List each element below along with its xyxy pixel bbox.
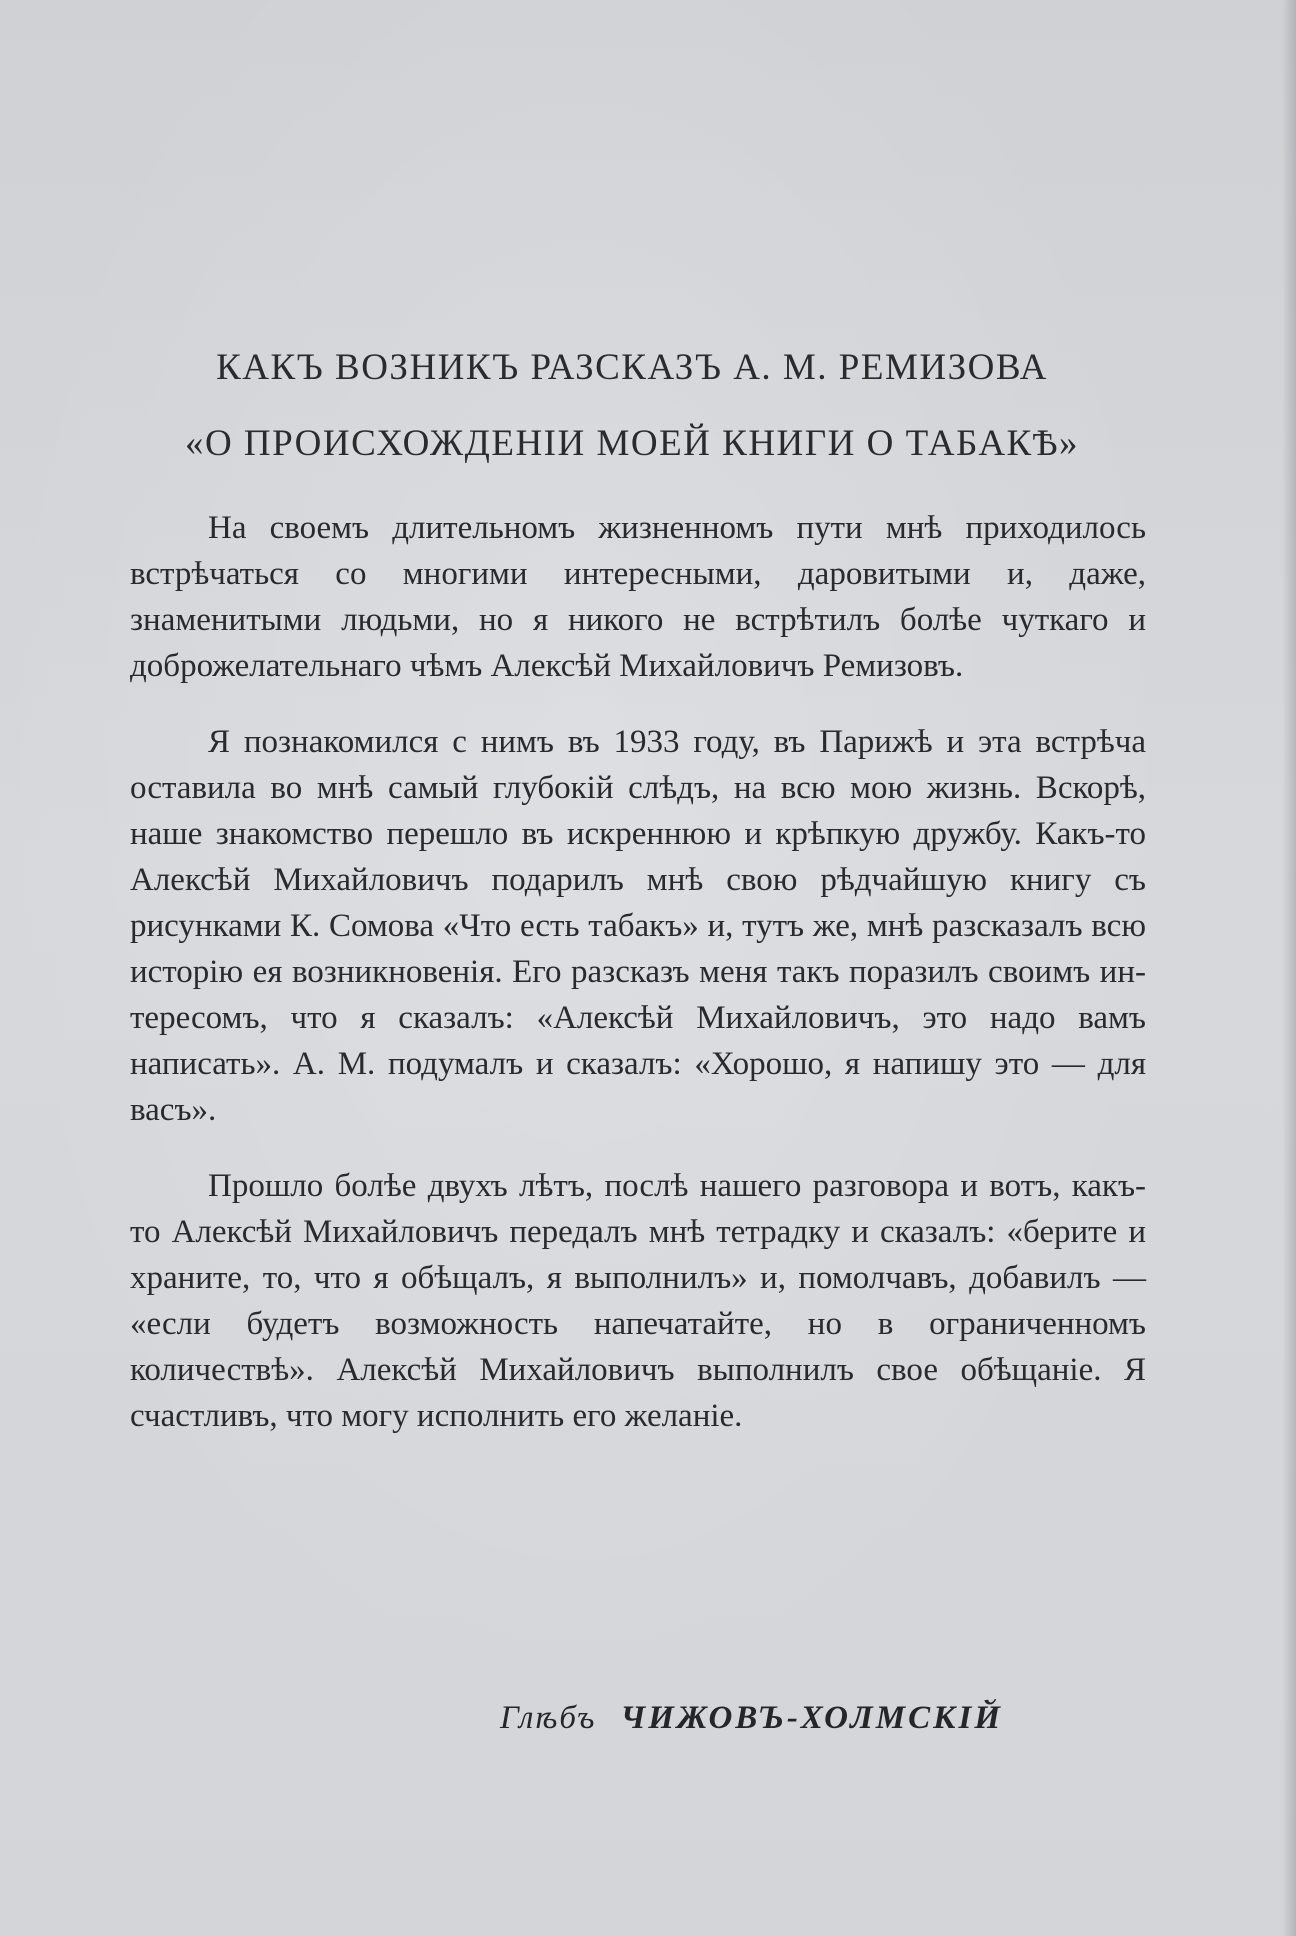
- title-line-2: «О ПРОИСХОЖДЕНІИ МОЕЙ КНИГИ О ТАБАКѢ»: [184, 423, 1080, 464]
- signature-last-name: ЧИЖОВЪ-ХОЛМСКІЙ: [620, 1700, 1004, 1736]
- page-edge-shadow: [1282, 0, 1296, 1936]
- author-signature: [500, 1700, 1120, 1737]
- page-title: [0, 330, 1264, 482]
- body-text: [130, 505, 1146, 1469]
- paragraph-1: На своемъ длительномъ жизненномъ пути мнѣ приходилось встрѣчаться со многими интересными, даровитыми и, даже, знаменитыми людьми, но я никого не встрѣтилъ болѣе чуткаго и доброжелательнаго чѣмъ Алексѣй Михайловичъ Ремизовъ.: [130, 510, 1146, 684]
- signature-first-name: Глѣбъ: [500, 1700, 597, 1736]
- title-line-1: КАКЪ ВОЗНИКЪ РАЗСКАЗЪ А. М. РЕМИЗОВА: [216, 347, 1048, 388]
- paragraph-3: Прошло болѣе двухъ лѣтъ, послѣ нашего разговора и вотъ, какъ-то Алексѣй Михайловичъ передалъ мнѣ тетрадку и сказалъ: «берите и храните, то, что я обѣщалъ, я выполнилъ» и, помолчавъ, добавилъ — «если будетъ возможность напечатайте, но в ограниченномъ количествѣ». Алексѣй Михайловичъ выполнилъ свое обѣщаніе. Я счастливъ, что могу исполнить его желаніе.: [130, 1168, 1146, 1434]
- paragraph-2: Я познакомился с нимъ въ 1933 году, въ Парижѣ и эта встрѣча оставила во мнѣ самый глубокій слѣдъ, на всю мою жизнь. Вскорѣ, наше знакомство перешло въ искреннюю и крѣпкую дружбу. Какъ-то Алексѣй Михайловичъ подарилъ мнѣ свою рѣдчайшую книгу съ рисунками К. Сомова «Что есть табакъ» и, тутъ же, мнѣ разсказалъ всю исторію ея возникновенія. Его разсказъ меня такъ поразилъ своимъ интересомъ, что я сказалъ: «Алексѣй Михайловичъ, это надо вамъ написать». А. М. подумалъ и сказалъ: «Хорошо, я напишу это — для васъ».: [130, 724, 1146, 1128]
